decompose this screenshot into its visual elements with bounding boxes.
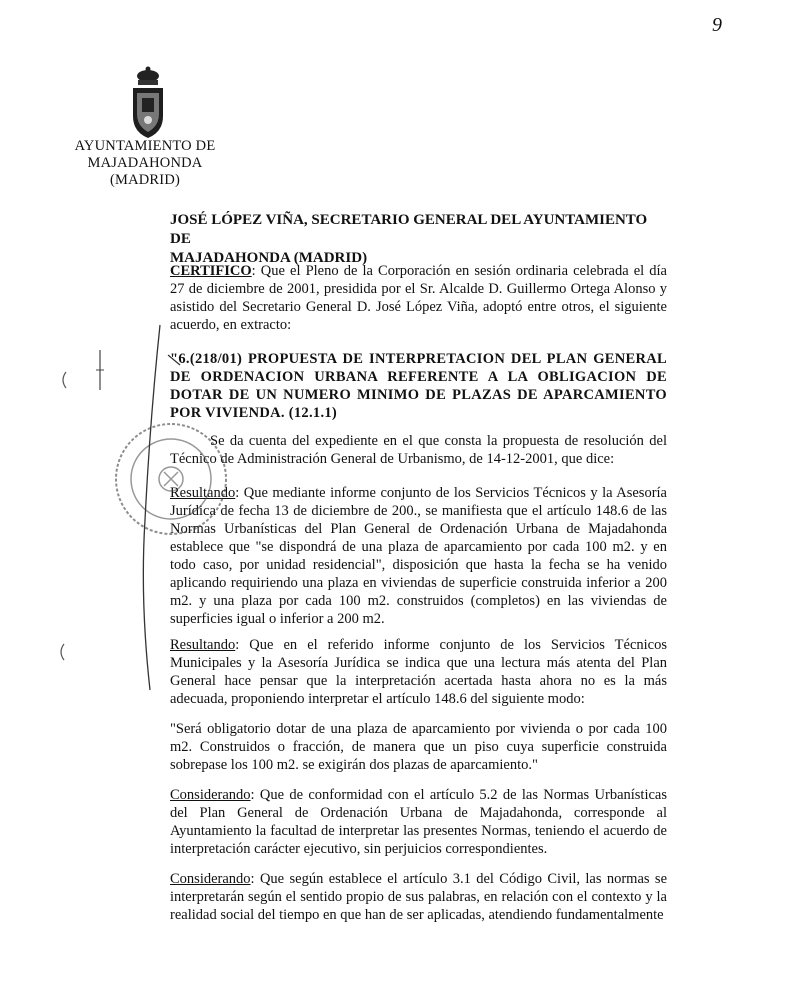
resultando-1-text: : Que mediante informe conjunto de los Servicios Técnicos y la Asesoría Jurídica de fecha 13 de diciembre de 200., se manifiesta que el artículo 148.6 de las Normas Urbanísticas del Plan General de Ordenación Urbana de Majadahonda establece que "se dispondrá de una plaza de aparcamiento por cada 100 m2. y en todo caso, por unidad residencial", disposición que hasta la fecha se ha venido aplicando requiriendo una plaza en viviendas de superficie construida inferior a 200 m2. y una plaza por cada 100 m2. construidos (completos) en las viviendas de superficies igual o inferior a 200 m2. bbox=[170, 485, 667, 627]
certifico-label: CERTIFICO bbox=[170, 263, 252, 279]
certifico-paragraph bbox=[170, 262, 667, 334]
considerando-1-label: Considerando bbox=[170, 787, 251, 803]
official-stamp-icon bbox=[112, 420, 230, 538]
resultando-paragraph-1 bbox=[170, 484, 667, 628]
considerando-2-label: Considerando bbox=[170, 871, 251, 887]
council-header bbox=[70, 138, 220, 189]
council-province: (MADRID) bbox=[109, 172, 181, 188]
resultando-paragraph-2 bbox=[170, 636, 667, 708]
considerando-paragraph-1 bbox=[170, 786, 667, 858]
heading-line-2: MAJADAHONDA (MADRID) bbox=[170, 250, 368, 266]
resultando-2-label: Resultando bbox=[170, 637, 236, 653]
agenda-item-title: "6.(218/01) PROPUESTA DE INTERPRETACION DEL PLAN GENERAL DE ORDENACION URBANA REFERENTE A LA OBLIGACION DE DOTAR DE UN NUMERO MINIMO DE PLAZAS DE APARCAMIENTO POR VIVIENDA. (12.1.1) bbox=[170, 351, 667, 421]
heading-line-1: JOSÉ LÓPEZ VIÑA, SECRETARIO GENERAL DEL AYUNTAMIENTO DE bbox=[170, 212, 648, 247]
intro-paragraph: Se da cuenta del expediente en el que consta la propuesta de resolución del Técnico de Administración General de Urbanismo, de 14-12-2001, que dice: bbox=[170, 433, 667, 467]
page-number: 9 bbox=[712, 14, 722, 36]
considerando-1-text: : Que de conformidad con el artículo 5.2 de las Normas Urbanísticas del Plan General de Ordenación Urbana de Majadahonda, corresponde al Ayuntamiento la facultad de interpretar las presentes Normas, teniendo el acuerdo de interpretación carácter ejecutivo, sin perjuicios correspondientes. bbox=[170, 787, 667, 857]
considerando-2-text: : Que según establece el artículo 3.1 del Código Civil, las normas se interpretarán según el sentido propio de sus palabras, en relación con el contexto y la realidad social del tiempo en que han de ser aplicadas, atendiendo fundamentalmente bbox=[170, 871, 667, 923]
document-heading bbox=[170, 211, 670, 268]
resultando-2-text: : Que en el referido informe conjunto de los Servicios Técnicos Municipales y la Asesoría Jurídica se indica que una lectura más atenta del Plan General hace pensar que la interpretación acertada hasta ahora no es la más adecuada, proponiendo interpretar el artículo 148.6 del siguiente modo: bbox=[170, 637, 667, 707]
quote-paragraph: "Será obligatorio dotar de una plaza de aparcamiento por vivienda o por cada 100 m2. Construidos o fracción, de manera que un piso cuya superficie construida sobrepase los 100 m2. se exigirán dos plazas de aparcamiento." bbox=[170, 721, 667, 773]
considerando-paragraph-2 bbox=[170, 870, 667, 924]
resultando-1-label: Resultando bbox=[170, 485, 236, 501]
certifico-text: : Que el Pleno de la Corporación en sesión ordinaria celebrada el día 27 de diciembre de 2001, presidida por el Sr. Alcalde D. Guillermo Ortega Alonso y asistido del Secretario General D. José López Viña, adoptó entre otros, el siguiente acuerdo, en extracto: bbox=[170, 263, 667, 333]
council-town: MAJADAHONDA bbox=[87, 155, 203, 171]
coat-of-arms-icon bbox=[128, 66, 168, 140]
council-name: AYUNTAMIENTO DE bbox=[74, 138, 216, 154]
